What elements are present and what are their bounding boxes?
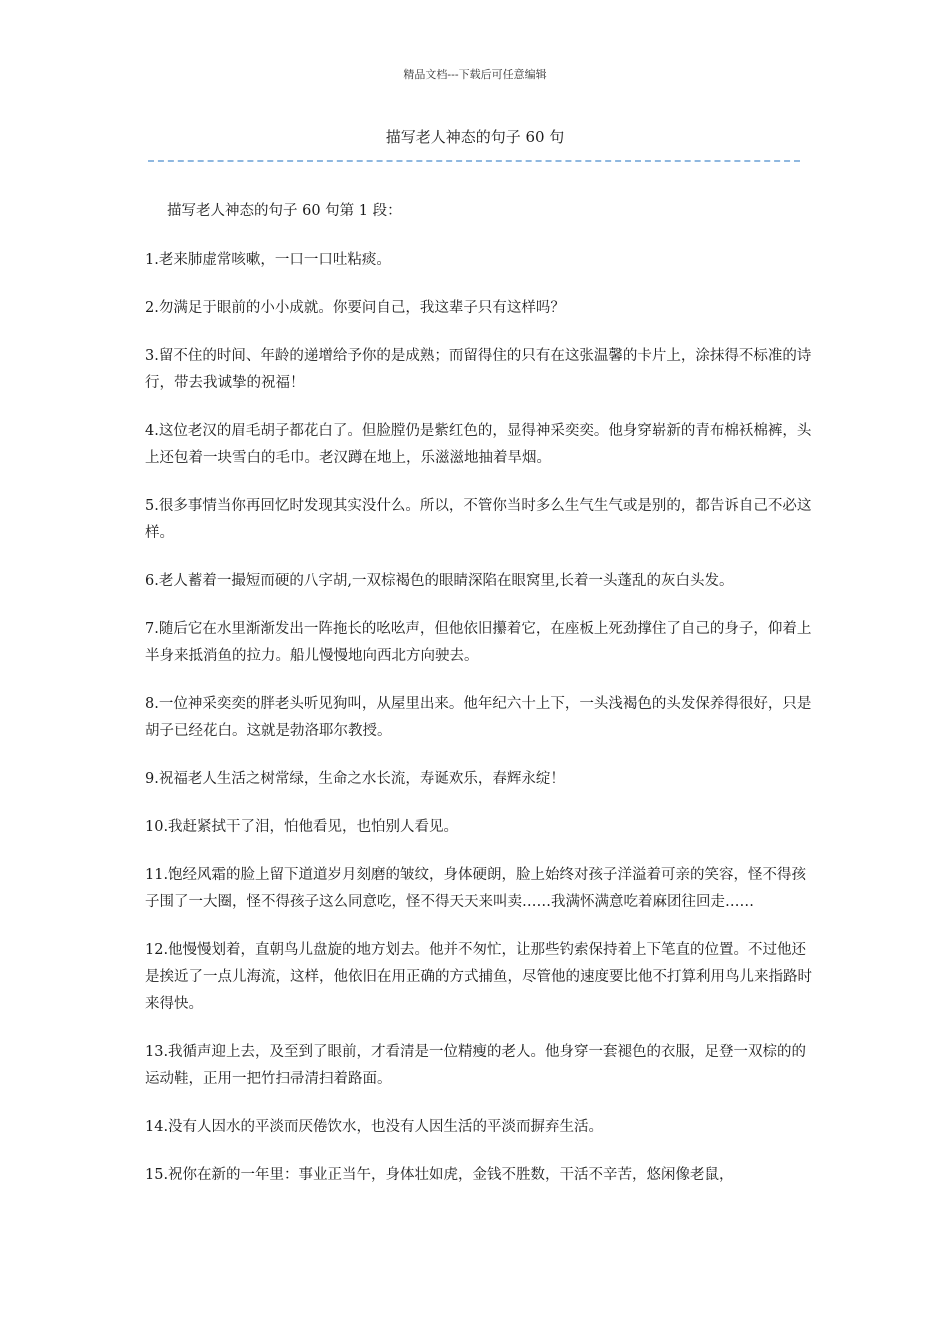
paragraph-8: 8.一位神采奕奕的胖老头听见狗叫，从屋里出来。他年纪六十上下，一头浅褐色的头发保养得很好，只是胡子已经花白。这就是勃洛耶尔教授。 bbox=[145, 696, 812, 739]
paragraph-6: 6.老人蓄着一撮短而硬的八字胡,一双棕褐色的眼睛深陷在眼窝里,长着一头蓬乱的灰白头发。 bbox=[145, 573, 734, 589]
paragraph-7: 7.随后它在水里渐渐发出一阵拖长的吆吆声，但他依旧攥着它，在座板上死劲撑住了自己的身子，仰着上半身来抵消鱼的拉力。船儿慢慢地向西北方向驶去。 bbox=[145, 621, 812, 664]
paragraph-12: 12.他慢慢划着，直朝鸟儿盘旋的地方划去。他并不匆忙，让那些钓索保持着上下笔直的位置。不过他还是挨近了一点儿海流，这样，他依旧在用正确的方式捕鱼，尽管他的速度要比他不打算利用鸟儿来指路时来得快。 bbox=[145, 942, 812, 1012]
paragraph-13: 13.我循声迎上去，及至到了眼前，才看清是一位精瘦的老人。他身穿一套褪色的衣服，足登一双棕的的运动鞋，正用一把竹扫帚清扫着路面。 bbox=[145, 1044, 807, 1087]
document-title: 描写老人神态的句子 60 句 bbox=[385, 128, 565, 146]
paragraph-2: 2.勿满足于眼前的小小成就。你要问自己，我这辈子只有这样吗？ bbox=[145, 300, 565, 316]
paragraph-4: 4.这位老汉的眉毛胡子都花白了。但脸膛仍是紫红色的，显得神采奕奕。他身穿崭新的青布棉袄棉裤，头上还包着一块雪白的毛巾。老汉蹲在地上，乐滋滋地抽着旱烟。 bbox=[145, 423, 812, 466]
paragraph-14: 14.没有人因水的平淡而厌倦饮水，也没有人因生活的平淡而摒弃生活。 bbox=[145, 1119, 604, 1135]
title-divider bbox=[148, 160, 800, 162]
section-heading: 描写老人神态的句子 60 句第 1 段： bbox=[167, 203, 402, 219]
paragraph-9: 9.祝福老人生活之树常绿，生命之水长流，寿诞欢乐，春辉永绽！ bbox=[145, 771, 565, 787]
paragraph-10: 10.我赶紧拭干了泪，怕他看见，也怕别人看见。 bbox=[145, 819, 459, 835]
paragraph-3: 3.留不住的时间、年龄的递增给予你的是成熟；而留得住的只有在这张温馨的卡片上，涂抹得不标准的诗行，带去我诚挚的祝福！ bbox=[145, 348, 812, 391]
document-body bbox=[145, 198, 813, 1210]
paragraph-5: 5.很多事情当你再回忆时发现其实没什么。所以，不管你当时多么生气生气或是别的，都告诉自己不必这样。 bbox=[145, 498, 812, 541]
paragraph-15: 15.祝你在新的一年里：事业正当午，身体壮如虎，金钱不胜数，干活不辛苦，悠闲像老鼠， bbox=[145, 1167, 734, 1183]
paragraph-11: 11.饱经风霜的脸上留下道道岁月刻磨的皱纹，身体硬朗，脸上始终对孩子洋溢着可亲的笑容，怪不得孩子围了一大圈，怪不得孩子这么同意吃，怪不得天天来叫卖……我满怀满意吃着麻团往回走…… bbox=[145, 867, 807, 910]
header-note: 精品文档---下载后可任意编辑 bbox=[403, 68, 547, 81]
paragraph-1: 1.老来肺虚常咳嗽，一口一口吐粘痰。 bbox=[145, 252, 391, 268]
